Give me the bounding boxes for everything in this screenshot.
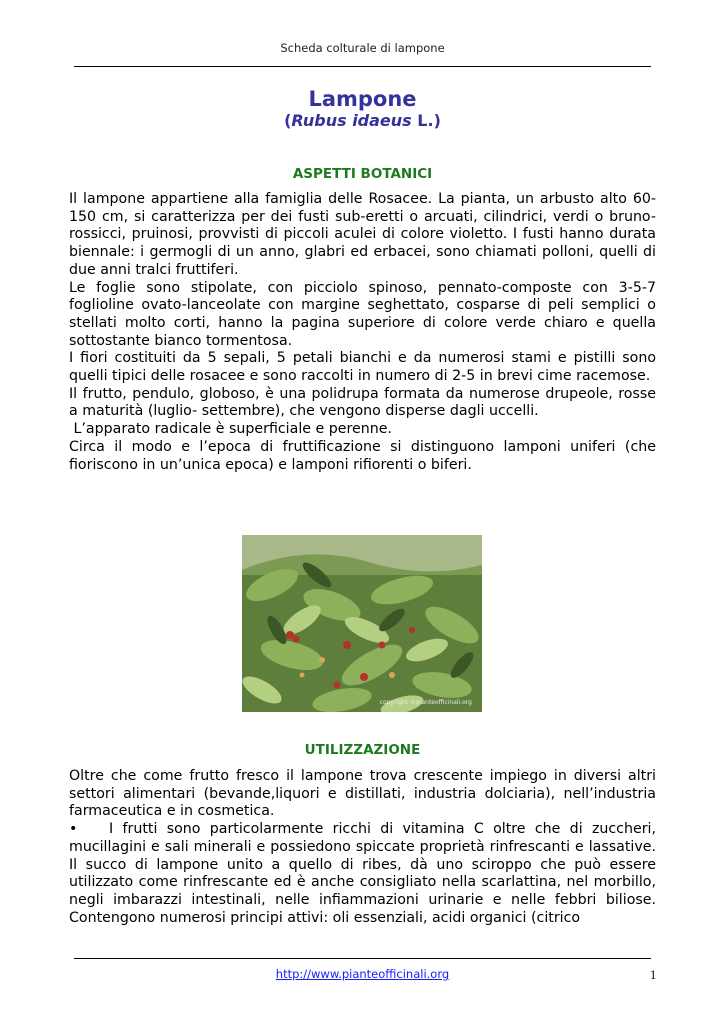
section-heading-uses: UTILIZZAZIONE xyxy=(304,742,421,758)
bullet-symbol: • xyxy=(69,821,78,838)
botanical-text xyxy=(69,191,656,474)
paragraph: I fiori costituiti da 5 sepali, 5 petali bianchi e da numerosi stami e pistilli sono quelli tipici delle rosacee e sono raccolti in numero di 2-5 in brevi cime racemose. xyxy=(69,350,656,385)
footer-rule xyxy=(74,958,651,959)
paragraph: Le foglie sono stipolate, con picciolo spinoso, pennato-composte con 3-5-7 foglioline ovato-lanceolate con margine seghettato, cosparse di peli semplici o stellati molto corti, hanno la pagina superiore di colore verde chiaro e quella sottostante bianco tormentosa. xyxy=(69,279,656,349)
section-heading-botanical: ASPETTI BOTANICI xyxy=(292,166,433,182)
page-number: 1 xyxy=(650,968,657,982)
header-rule xyxy=(74,66,651,67)
document-title: Lampone xyxy=(308,87,417,111)
raspberry-plant-photo xyxy=(242,535,482,712)
bullet-paragraph xyxy=(69,821,656,927)
latin-name: Rubus idaeus xyxy=(291,111,412,130)
paragraph: Il frutto, pendulo, globoso, è una polidrupa formata da numerose drupeole, rosse a maturità (luglio- settembre), che vengono disperse dagli uccelli. xyxy=(69,385,656,420)
author-abbrev: L. xyxy=(417,111,434,130)
page-header: Scheda colturale di lampone xyxy=(280,41,445,55)
uses-text xyxy=(69,768,656,927)
bullet-text: I frutti sono particolarmente ricchi di vitamina C oltre che di zuccheri, mucillagini e sali minerali e possiedono spiccate proprietà rinfrescanti e lassative. Il succo di lampone unito a quello di ribes, dà uno sciroppo che può essere utilizzato come rinfrescante ed è anche consigliato nella scarlattina, nel morbillo, negli imbarazzi intestinali, nelle infiammazioni urinarie e nelle febbri biliose. Contengono numerosi principi attivi: oli essenziali, acidi organici (citrico xyxy=(69,821,656,926)
photo-watermark: copyright ©pianteofficinali.org xyxy=(379,699,472,706)
document-subtitle: (Rubus idaeus L.) xyxy=(284,111,441,130)
paragraph: Oltre che come frutto fresco il lampone trova crescente impiego in diversi altri settori alimentari (bevande,liquori e distillati, industria dolciaria), nell’industria farmaceutica e in cosmetica. xyxy=(69,768,656,820)
paragraph: L’apparato radicale è superficiale e perenne. xyxy=(69,421,392,438)
raspberry-plant-illustration xyxy=(242,535,482,712)
paragraph: Circa il modo e l’epoca di fruttificazione si distinguono lamponi uniferi (che fioriscono in un’unica epoca) e lamponi rifiorenti o biferi. xyxy=(69,438,656,473)
website-link[interactable]: http://www.pianteofficinali.org xyxy=(275,967,450,981)
paragraph: Il lampone appartiene alla famiglia delle Rosacee. La pianta, un arbusto alto 60-150 cm, si caratterizza per dei fusti sub-eretti o arcuati, cilindrici, verdi o bruno-rossicci, pruinosi, provvisti di piccoli aculei di colore violetto. I fusti hanno durata biennale: i germogli di un anno, glabri ed erbacei, sono chiamati polloni, quelli di due anni tralci fruttiferi. xyxy=(69,191,656,278)
